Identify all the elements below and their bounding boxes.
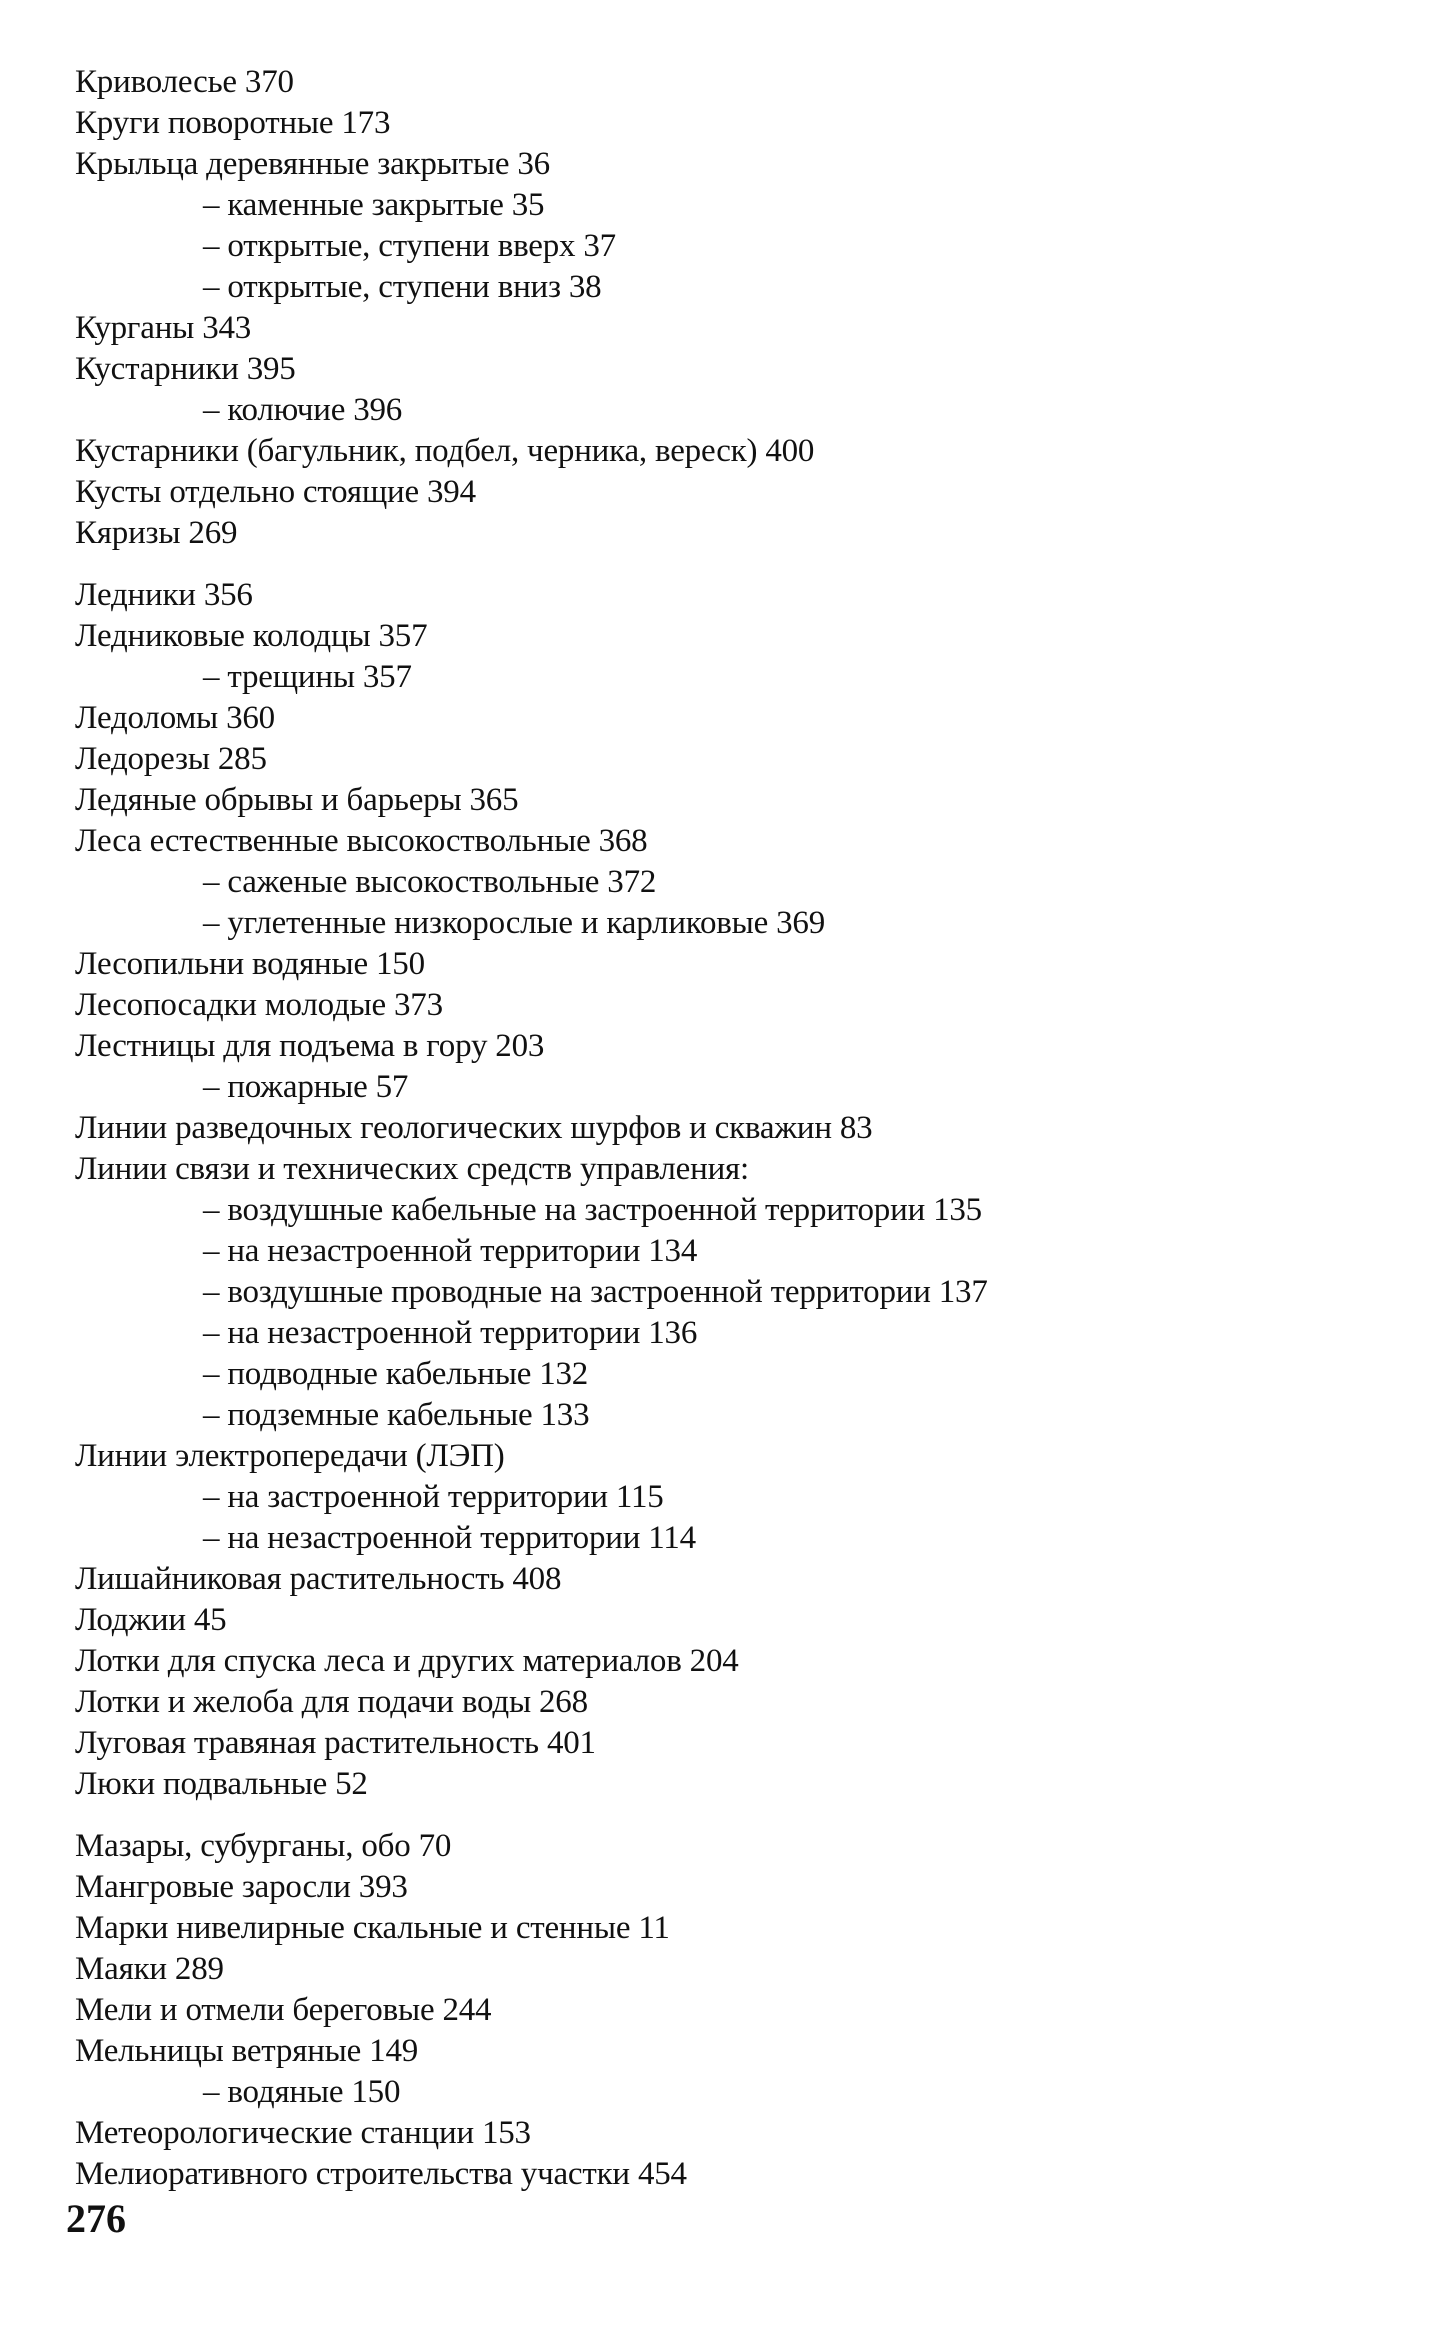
index-entry: Линии связи и технических средств управления: (75, 1151, 749, 1187)
section-gap (75, 554, 1375, 575)
index-entry: Линии разведочных геологических шурфов и скважин 83 (75, 1110, 873, 1146)
index-subentry: – воздушные кабельные на застроенной территории 135 (203, 1192, 982, 1228)
index-subentry: – воздушные проводные на застроенной территории 137 (203, 1274, 988, 1310)
index-entry: Ледники 356 (75, 577, 253, 613)
index-subentry: – водяные 150 (203, 2074, 401, 2110)
index-entry: Мели и отмели береговые 244 (75, 1992, 492, 2028)
index-subentry: – подводные кабельные 132 (203, 1356, 589, 1392)
index-entry: Кусты отдельно стоящие 394 (75, 474, 476, 510)
index-entry: Мельницы ветряные 149 (75, 2033, 419, 2069)
index-subentry: – колючие 396 (203, 392, 403, 428)
index-entry: Лестницы для подъема в гору 203 (75, 1028, 545, 1064)
index-entry: Ледоломы 360 (75, 700, 275, 736)
index-entry: Криволесье 370 (75, 64, 294, 100)
index-subentry: – на незастроенной территории 114 (203, 1520, 696, 1556)
index-entry: Лотки и желоба для подачи воды 268 (75, 1684, 588, 1720)
index-entry: Крыльца деревянные закрытые 36 (75, 146, 550, 182)
index-subentry: – трещины 357 (203, 659, 412, 695)
index-entry: Лесопильни водяные 150 (75, 946, 425, 982)
index-entry: Кустарники 395 (75, 351, 296, 387)
index-entry: Ледяные обрывы и барьеры 365 (75, 782, 519, 818)
index-subentry: – на незастроенной территории 134 (203, 1233, 698, 1269)
index-section (75, 1826, 1375, 2195)
page-number: 276 (66, 2196, 126, 2241)
index-entry: Леса естественные высокоствольные 368 (75, 823, 648, 859)
index-entry: Люки подвальные 52 (75, 1766, 368, 1802)
index-entry: Лотки для спуска леса и других материалов 204 (75, 1643, 739, 1679)
index-subentry: – открытые, ступени вверх 37 (203, 228, 616, 264)
index-entry: Маяки 289 (75, 1951, 224, 1987)
index-section (75, 575, 1375, 1805)
index-entry: Мелиоративного строительства участки 454 (75, 2156, 687, 2192)
index-entry: Мангровые заросли 393 (75, 1869, 408, 1905)
index-section (75, 62, 1375, 554)
index-entry: Мазары, субурганы, обо 70 (75, 1828, 452, 1864)
index-entry: Курганы 343 (75, 310, 252, 346)
index-entry: Лишайниковая растительность 408 (75, 1561, 562, 1597)
alphabetical-index (75, 62, 1375, 2195)
index-entry: Кяризы 269 (75, 515, 238, 551)
index-entry: Линии электропередачи (ЛЭП) (75, 1438, 505, 1474)
index-subentry: – пожарные 57 (203, 1069, 409, 1105)
index-entry: Лоджии 45 (75, 1602, 227, 1638)
index-entry: Лесопосадки молодые 373 (75, 987, 443, 1023)
index-entry: Ледорезы 285 (75, 741, 267, 777)
index-subentry: – на незастроенной территории 136 (203, 1315, 698, 1351)
index-entry: Луговая травяная растительность 401 (75, 1725, 596, 1761)
index-subentry: – саженые высокоствольные 372 (203, 864, 657, 900)
index-subentry: – каменные закрытые 35 (203, 187, 545, 223)
index-entry: Метеорологические станции 153 (75, 2115, 531, 2151)
index-subentry: – на застроенной территории 115 (203, 1479, 664, 1515)
index-entry: Кустарники (багульник, подбел, черника, вереск) 400 (75, 433, 815, 469)
index-subentry: – углетенные низкорослые и карликовые 369 (203, 905, 825, 941)
index-subentry: – открытые, ступени вниз 38 (203, 269, 602, 305)
index-entry: Ледниковые колодцы 357 (75, 618, 428, 654)
index-entry: Круги поворотные 173 (75, 105, 391, 141)
index-entry: Марки нивелирные скальные и стенные 11 (75, 1910, 670, 1946)
section-gap (75, 1805, 1375, 1826)
index-subentry: – подземные кабельные 133 (203, 1397, 590, 1433)
